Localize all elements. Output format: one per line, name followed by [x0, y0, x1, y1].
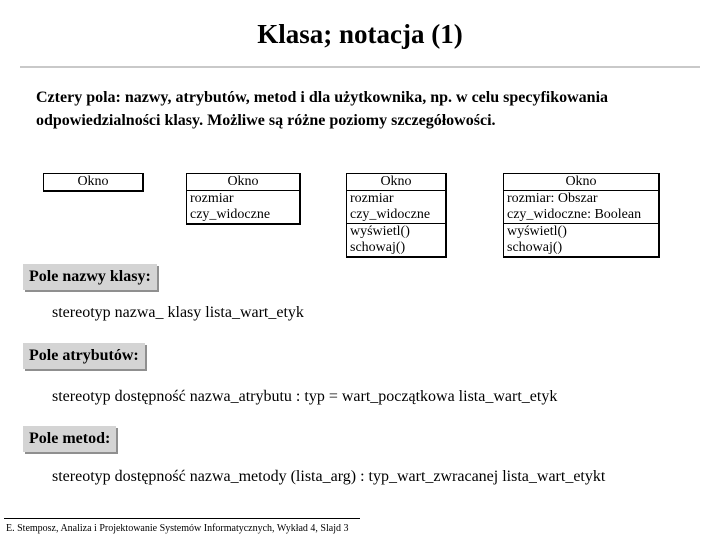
field-syntax-class-name: stereotyp nazwa_ klasy lista_wart_etyk [52, 304, 304, 321]
method: schowaj() [507, 240, 563, 255]
field-label-methods: Pole metod: [23, 426, 116, 452]
uml-class-with-attributes [186, 173, 301, 225]
attribute: czy_widoczne: Boolean [507, 207, 642, 222]
field-label-attributes: Pole atrybutów: [23, 343, 145, 369]
attributes-section [347, 191, 445, 223]
class-name: Okno [187, 174, 299, 191]
attribute: czy_widoczne [350, 207, 431, 222]
class-name: Okno [347, 174, 445, 191]
attribute: rozmiar [190, 191, 234, 206]
method: schowaj() [350, 240, 406, 255]
attribute: rozmiar [350, 191, 394, 206]
class-name: Okno [504, 174, 658, 191]
attributes-section [504, 191, 658, 223]
field-syntax-methods: stereotyp dostępność nazwa_metody (lista_arg) : typ_wart_zwracanej lista_wart_etykt [52, 468, 606, 485]
attribute: rozmiar: Obszar [507, 191, 598, 206]
method: wyświetl() [507, 224, 567, 239]
slide-title: Klasa; notacja (1) [257, 19, 463, 49]
uml-class-name-only [43, 173, 144, 192]
attributes-section [187, 191, 299, 223]
title-divider [20, 66, 700, 68]
field-label-class-name: Pole nazwy klasy: [23, 264, 157, 290]
slide-footer: E. Stemposz, Analiza i Projektowanie Systemów Informatycznych, Wykład 4, Slajd 3 [6, 523, 349, 534]
class-name: Okno [77, 174, 109, 189]
methods-section [347, 223, 445, 256]
footer-divider [4, 518, 360, 519]
methods-section [504, 223, 658, 256]
intro-paragraph: Cztery pola: nazwy, atrybutów, metod i dla użytkownika, np. w celu specyfikowania odpowiedzialności klasy. Możliwe są różne poziomy szczegółowości. [36, 89, 609, 129]
uml-class-with-methods [346, 173, 447, 258]
uml-class-typed [503, 173, 660, 258]
method: wyświetl() [350, 224, 410, 239]
field-syntax-attributes: stereotyp dostępność nazwa_atrybutu : typ = wart_początkowa lista_wart_etyk [52, 388, 558, 405]
attribute: czy_widoczne [190, 207, 271, 222]
